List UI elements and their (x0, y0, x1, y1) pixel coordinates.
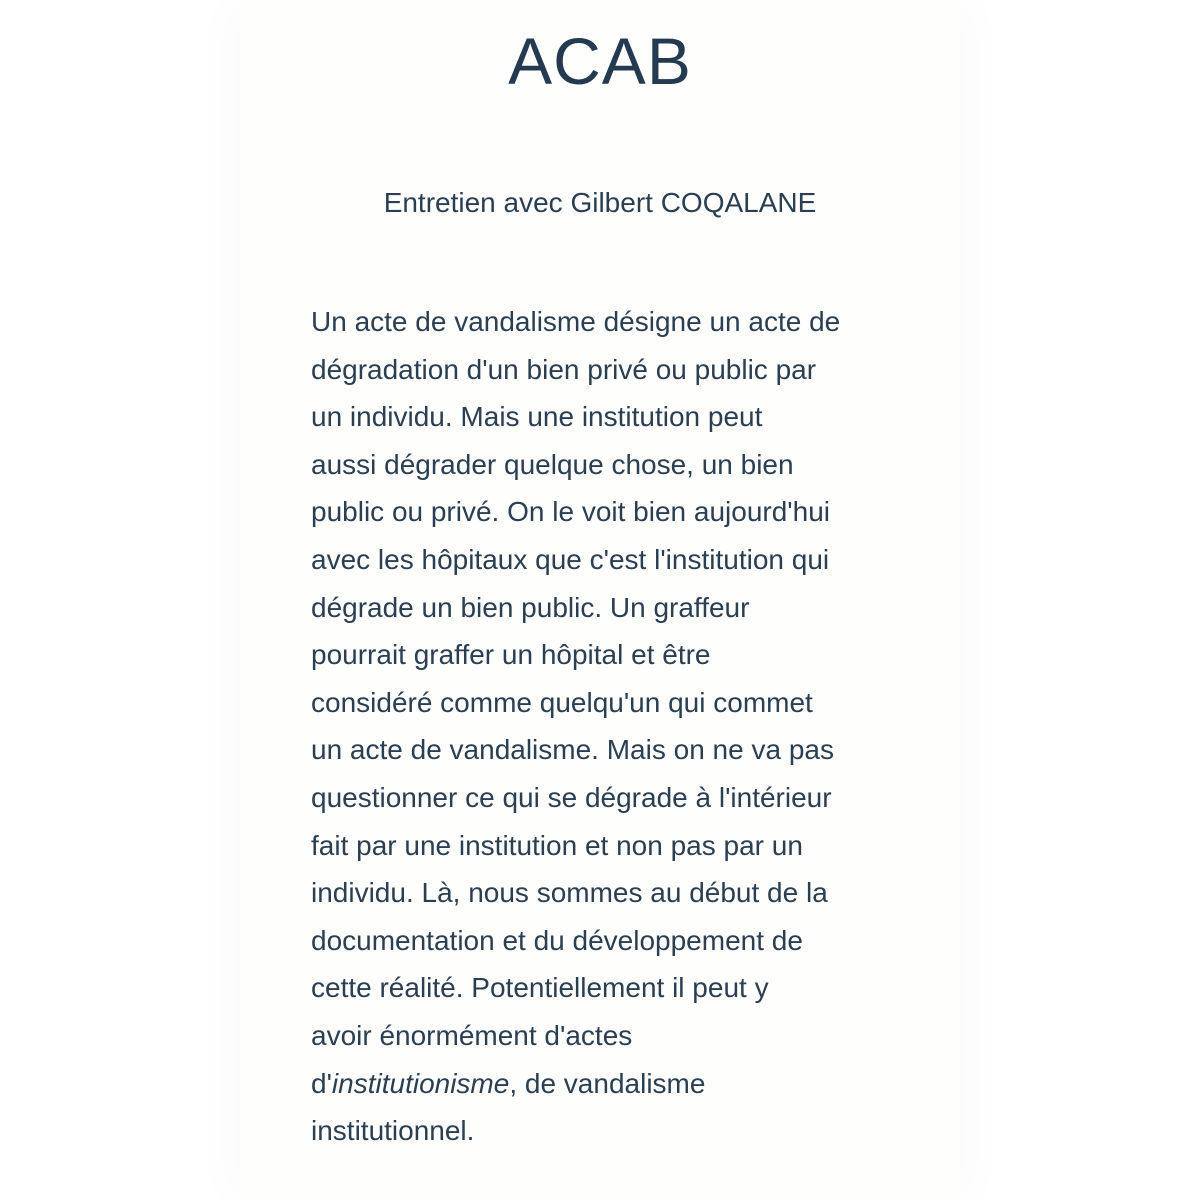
body-line: aussi dégrader quelque chose, un bien (311, 448, 794, 480)
line-prefix: d' (311, 1067, 332, 1099)
body-line: un acte de vandalisme. Mais on ne va pas (311, 734, 834, 766)
article-body (311, 298, 891, 1155)
body-line: Un acte de vandalisme désigne un acte de (311, 306, 841, 337)
body-line: questionner ce qui se dégrade à l'intérieur (311, 781, 832, 813)
interview-subtitle: Entretien avec Gilbert COQALANE (383, 187, 817, 218)
body-line: dégradation d'un bien privé ou public par (311, 353, 817, 385)
body-line: un individu. Mais une institution peut (311, 401, 763, 433)
body-line-with-italic (311, 1060, 891, 1108)
body-line: considéré comme quelqu'un qui commet (311, 686, 813, 718)
body-line: individu. Là, nous sommes au début de la (311, 877, 828, 909)
body-line: fait par une institution et non pas par un (311, 829, 803, 861)
page-title: ACAB (508, 24, 692, 98)
body-line: cette réalité. Potentiellement il peut y (311, 972, 769, 1004)
italic-term: institutionisme (331, 1067, 510, 1099)
body-line: avoir énormément d'actes (311, 1019, 633, 1051)
body-line-last: institutionnel. (311, 1115, 475, 1147)
body-line: dégrade un bien public. Un graffeur (311, 591, 750, 623)
body-line: documentation et du développement de (311, 924, 803, 956)
body-line: pourrait graffer un hôpital et être (311, 639, 711, 671)
line-suffix: , de vandalisme (509, 1067, 706, 1099)
body-line: public ou privé. On le voit bien aujourd'hui (311, 496, 830, 528)
body-line: avec les hôpitaux que c'est l'institution qui (311, 543, 830, 575)
